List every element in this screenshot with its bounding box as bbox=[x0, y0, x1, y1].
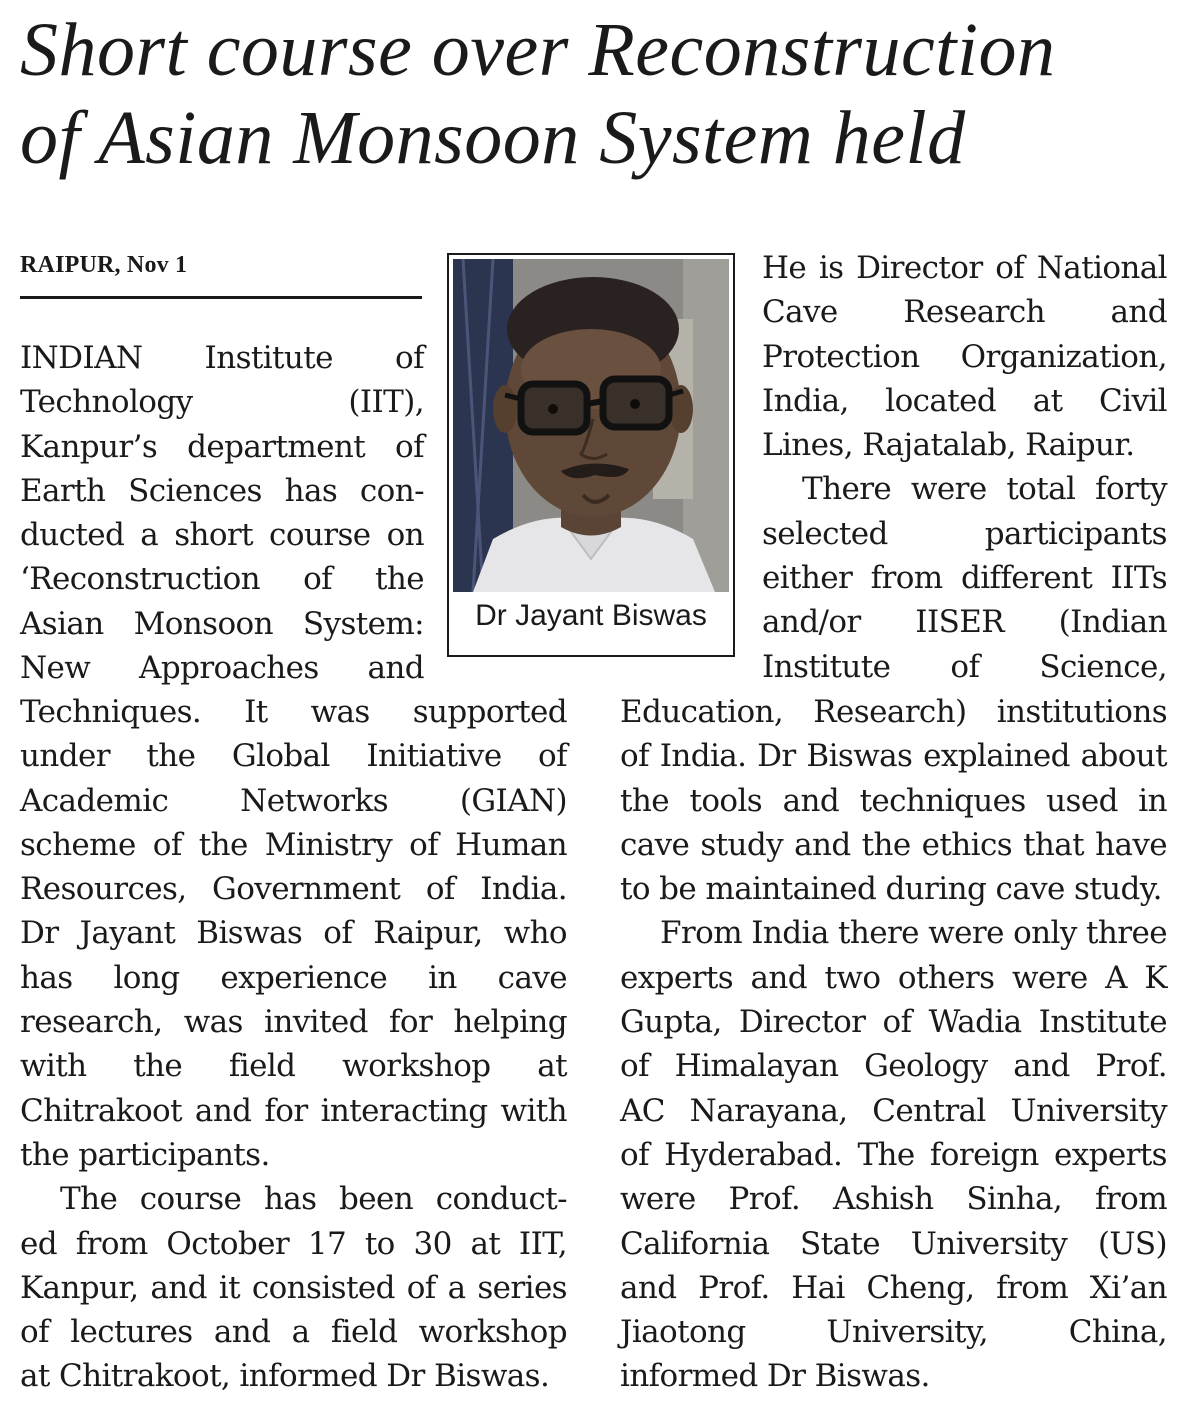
text-line: ‘Reconstruction of the bbox=[20, 561, 424, 598]
text-line: Chitrakoot and for interacting with bbox=[20, 1092, 567, 1129]
text-line: research, was invited for helping bbox=[20, 1004, 567, 1041]
text-line: Protection Organization, bbox=[762, 338, 1167, 375]
headline-line-1: Short course over Reconstruction bbox=[20, 8, 1056, 92]
text-line: Techniques. It was supported bbox=[20, 694, 567, 730]
text-line: selected participants bbox=[762, 515, 1167, 552]
text-line: Dr Jayant Biswas of Raipur, who bbox=[20, 915, 567, 952]
text-line: Academic Networks (GIAN) bbox=[20, 782, 567, 819]
text-line: Lines, Rajatalab, Raipur. bbox=[762, 427, 1135, 464]
text-line: Cave Research and bbox=[762, 294, 1167, 331]
text-line: AC Narayana, Central University bbox=[620, 1092, 1167, 1129]
text-line: the participants. bbox=[20, 1136, 270, 1173]
text-line: Institute of Science, bbox=[762, 648, 1167, 685]
headline bbox=[20, 6, 1185, 182]
text-line: of lectures and a field workshop bbox=[20, 1314, 567, 1351]
text-line: Kanpur, and it consisted of a series bbox=[20, 1269, 567, 1306]
text-line: Kanpur’s department of bbox=[20, 428, 424, 465]
left-column-top bbox=[20, 336, 424, 690]
text-line: He is Director of National bbox=[762, 250, 1167, 286]
dateline: RAIPUR, Nov 1 bbox=[20, 252, 188, 278]
text-line: California State University (US) bbox=[620, 1225, 1167, 1262]
left-column-bottom bbox=[20, 690, 567, 1399]
text-line: and/or IISER (Indian bbox=[762, 604, 1167, 641]
text-line: at Chitrakoot, informed Dr Biswas. bbox=[20, 1358, 550, 1395]
text-line: under the Global Initiative of bbox=[20, 738, 567, 775]
text-line: Asian Monsoon System: bbox=[20, 605, 424, 642]
text-line: ed from October 17 to 30 at IIT, bbox=[20, 1225, 567, 1262]
text-line: the tools and techniques used in bbox=[620, 782, 1167, 819]
text-line: of India. Dr Biswas explained about bbox=[620, 738, 1167, 775]
text-line: either from different IITs bbox=[762, 560, 1167, 597]
text-line: Education, Research) institutions bbox=[620, 694, 1167, 730]
text-line: were Prof. Ashish Sinha, from bbox=[620, 1181, 1167, 1218]
text-line: New Approaches and bbox=[20, 650, 424, 687]
text-line: experts and two others were A K bbox=[620, 959, 1167, 996]
text-line: with the field workshop at bbox=[20, 1048, 567, 1085]
text-line: There were total forty bbox=[802, 471, 1167, 508]
headline-line-2: of Asian Monsoon System held bbox=[20, 96, 966, 180]
photo-box bbox=[447, 253, 735, 657]
text-line: cave study and the ethics that have bbox=[620, 826, 1167, 863]
photo-caption: Dr Jayant Biswas bbox=[475, 599, 707, 632]
text-line: Jiaotong University, China, bbox=[620, 1314, 1167, 1351]
text-line: Earth Sciences has con- bbox=[20, 472, 424, 509]
text-line: INDIAN Institute of bbox=[20, 340, 424, 376]
portrait-photo bbox=[453, 259, 729, 592]
text-line: The course has been conduct- bbox=[60, 1181, 567, 1218]
text-line: ducted a short course on bbox=[20, 517, 424, 554]
text-line: Resources, Government of India. bbox=[20, 871, 567, 908]
text-line: informed Dr Biswas. bbox=[620, 1358, 930, 1395]
text-line: of Hyderabad. The foreign experts bbox=[620, 1136, 1167, 1173]
text-line: to be maintained during cave study. bbox=[620, 871, 1162, 908]
text-line: has long experience in cave bbox=[20, 959, 567, 996]
text-line: Technology (IIT), bbox=[20, 384, 424, 421]
text-line: From India there were only three bbox=[660, 915, 1167, 952]
text-line: scheme of the Ministry of Human bbox=[20, 826, 567, 863]
text-line: and Prof. Hai Cheng, from Xi’an bbox=[620, 1269, 1167, 1306]
text-line: India, located at Civil bbox=[762, 382, 1167, 419]
dateline-rule bbox=[20, 296, 422, 299]
text-line: Gupta, Director of Wadia Institute bbox=[620, 1004, 1167, 1041]
right-column-top bbox=[762, 246, 1167, 689]
right-column-bottom bbox=[620, 690, 1167, 1399]
text-line: of Himalayan Geology and Prof. bbox=[620, 1048, 1167, 1085]
